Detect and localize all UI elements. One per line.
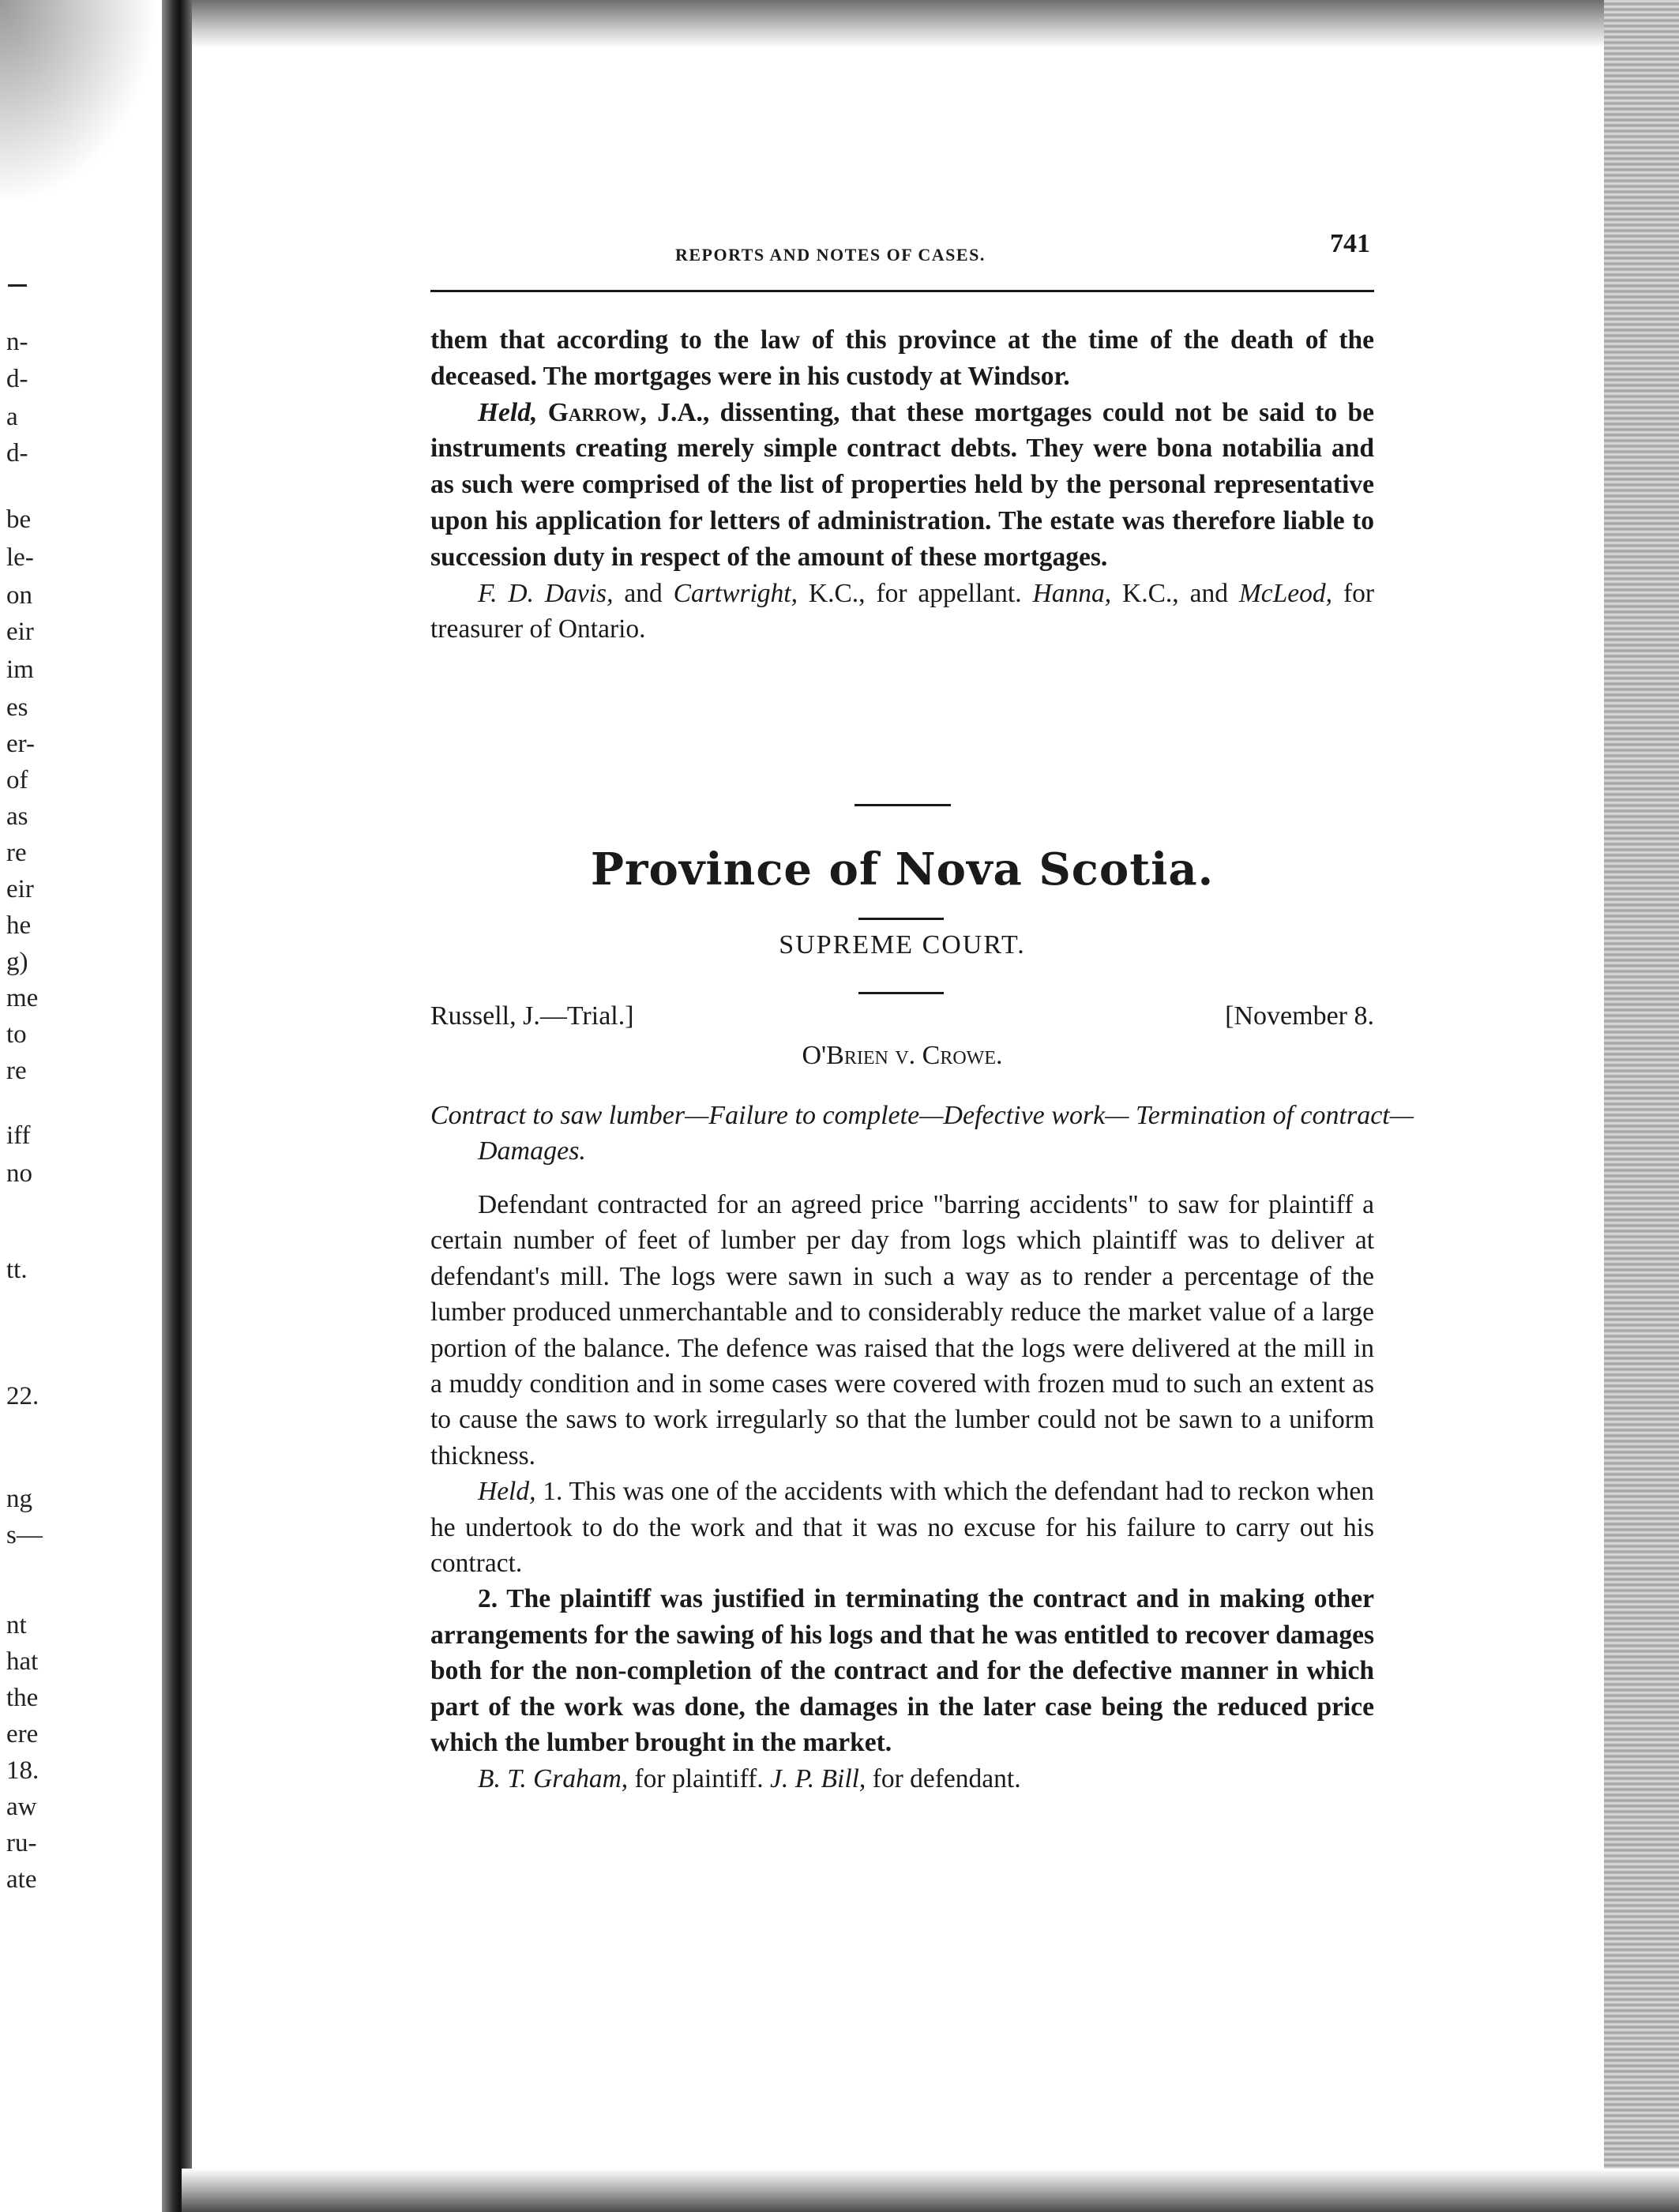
held-text: dissenting, that these mortgages could not be said to be instruments creating merely simple contract debts. They were bona notabilia and as such were comprised of the list of properties held by the personal representative upon his application for letters of administration. The estate was therefore liable to succession duty in respect of the amount of these mortgages. <box>430 397 1374 572</box>
page-number: 741 <box>1330 229 1370 258</box>
court-heading: SUPREME COURT. <box>779 930 1026 960</box>
facing-page-fragment: eir <box>6 618 34 646</box>
counsel-text: K.C., and <box>1111 578 1239 608</box>
counsel-text: for treasurer of Ontario. <box>430 578 1375 644</box>
counsel-name: Cartwright, <box>673 578 798 608</box>
facing-page-fragment: to <box>6 1020 27 1049</box>
facing-page-fragment: n- <box>6 328 28 356</box>
facing-page-fragment: iff <box>6 1121 31 1150</box>
facing-page-fragment: no <box>6 1159 32 1188</box>
facing-page-fragment: as <box>6 802 28 831</box>
heading-rule <box>858 992 944 994</box>
facing-page-fragment: er- <box>6 730 35 758</box>
facing-page-fragment: ere <box>6 1720 39 1748</box>
facing-page-fragment: he <box>6 911 32 940</box>
margin-rule <box>8 284 27 287</box>
facing-page-fragment: re <box>6 839 27 867</box>
scan-right-edge <box>1604 0 1679 2212</box>
nova-scotia-case-text <box>430 1187 1374 1797</box>
facing-page-fragment: re <box>6 1057 27 1085</box>
facing-page-fragment: im <box>6 655 34 684</box>
held-label: Held, <box>478 397 538 427</box>
scan-bottom-edge <box>182 2169 1679 2212</box>
held-paragraph-2: 2. The plaintiff was justified in terminating the contract and in making other arrangements for the sawing of his logs and that he was entitled to recover damages both for the non-completion of the contract and for the defective manner in which part of the work was done, the damages in the later case being the reduced price which the lumber brought in the market. <box>430 1584 1374 1758</box>
facing-page-fragment: ate <box>6 1865 37 1894</box>
counsel-name: Hanna, <box>1032 578 1112 608</box>
facing-page-fragment: g) <box>6 948 28 976</box>
facing-page-fragment: s— <box>6 1521 43 1549</box>
facing-page-fragment: the <box>6 1684 39 1712</box>
facing-page-fragment: be <box>6 505 32 534</box>
trial-line <box>430 1001 1374 1038</box>
trial-judge: Russell, J.—Trial.] <box>430 1001 634 1031</box>
counsel-text: K.C., for appellant. <box>797 578 1033 608</box>
counsel-paragraph <box>430 576 1374 648</box>
facing-page-fragment: tt. <box>6 1256 28 1284</box>
facing-page-fragment: le- <box>6 543 34 572</box>
counsel-paragraph <box>430 1761 1374 1797</box>
held-label: Held, <box>478 1477 536 1507</box>
held-paragraph <box>430 395 1374 576</box>
facing-page-fragment: ng <box>6 1485 32 1513</box>
counsel-text: for defendant. <box>866 1763 1021 1793</box>
facing-page-fragment: nt <box>6 1611 27 1639</box>
facing-page-fragment: eir <box>6 875 34 903</box>
facing-page-fragment: hat <box>6 1647 39 1676</box>
facing-page-fragment: me <box>6 984 39 1012</box>
facing-page-fragment: ru- <box>6 1829 37 1857</box>
facing-page-fragment: 22. <box>6 1382 39 1410</box>
ontario-case-text <box>430 322 1374 648</box>
facing-page-fragment: aw <box>6 1793 37 1821</box>
heading-rule <box>858 918 944 920</box>
trial-date: [November 8. <box>1225 1001 1374 1031</box>
facts-paragraph: Defendant contracted for an agreed price "barring accidents" to saw for plaintiff a certain number of feet of lumber per day from logs which plaintiff was to deliver at defendant's mill. The logs were sawn in such a way as to render a percentage of the lumber produced unmerchantable and to considerably reduce the market value of a large portion of the balance. The defence was raised that the logs were delivered at the mill in a muddy condition and in some cases were covered with frozen mud to such an extent as to cause the saws to work irregularly so that the lumber could not be sawn to a uniform thickness. <box>430 1190 1374 1470</box>
book-gutter <box>162 0 192 2212</box>
facing-page-fragment: of <box>6 766 28 794</box>
header-rule <box>430 290 1374 292</box>
facing-page-fragment: d- <box>6 365 28 393</box>
scan-shadow <box>0 0 158 205</box>
paragraph: them that according to the law of this province at the time of the death of the deceased. The mortgages were in his custody at Windsor. <box>430 325 1374 391</box>
counsel-name: McLeod, <box>1238 578 1333 608</box>
page-header <box>430 227 1378 267</box>
judge-name: Garrow, J.A., <box>547 397 710 427</box>
case-name: O'Brien v. Crowe. <box>802 1041 1003 1070</box>
province-heading: Province of Nova Scotia. <box>590 843 1215 896</box>
section-divider <box>855 804 951 806</box>
scan-top-edge <box>182 0 1679 47</box>
counsel-text: for plaintiff. <box>628 1763 771 1793</box>
counsel-name: B. T. Graham, <box>478 1763 629 1793</box>
facing-page-fragment: d- <box>6 439 28 468</box>
facing-page-fragment: a <box>6 403 18 431</box>
counsel-name: F. D. Davis, <box>478 578 614 608</box>
held-paragraph <box>430 1474 1374 1581</box>
facing-page-fragment: 18. <box>6 1756 39 1785</box>
counsel-name: J. P. Bill, <box>770 1763 866 1793</box>
counsel-text: and <box>613 578 674 608</box>
facing-page-fragment: es <box>6 693 28 722</box>
running-title: REPORTS AND NOTES OF CASES. <box>675 245 986 265</box>
catchwords: Contract to saw lumber—Failure to complete—Defective work— Termination of contract—Damages. <box>430 1101 1414 1166</box>
held-text: 1. This was one of the accidents with which the defendant had to reckon when he undertook to do the work and that it was no excuse for his failure to carry out his contract. <box>430 1477 1374 1579</box>
facing-page-fragment: on <box>6 581 32 610</box>
